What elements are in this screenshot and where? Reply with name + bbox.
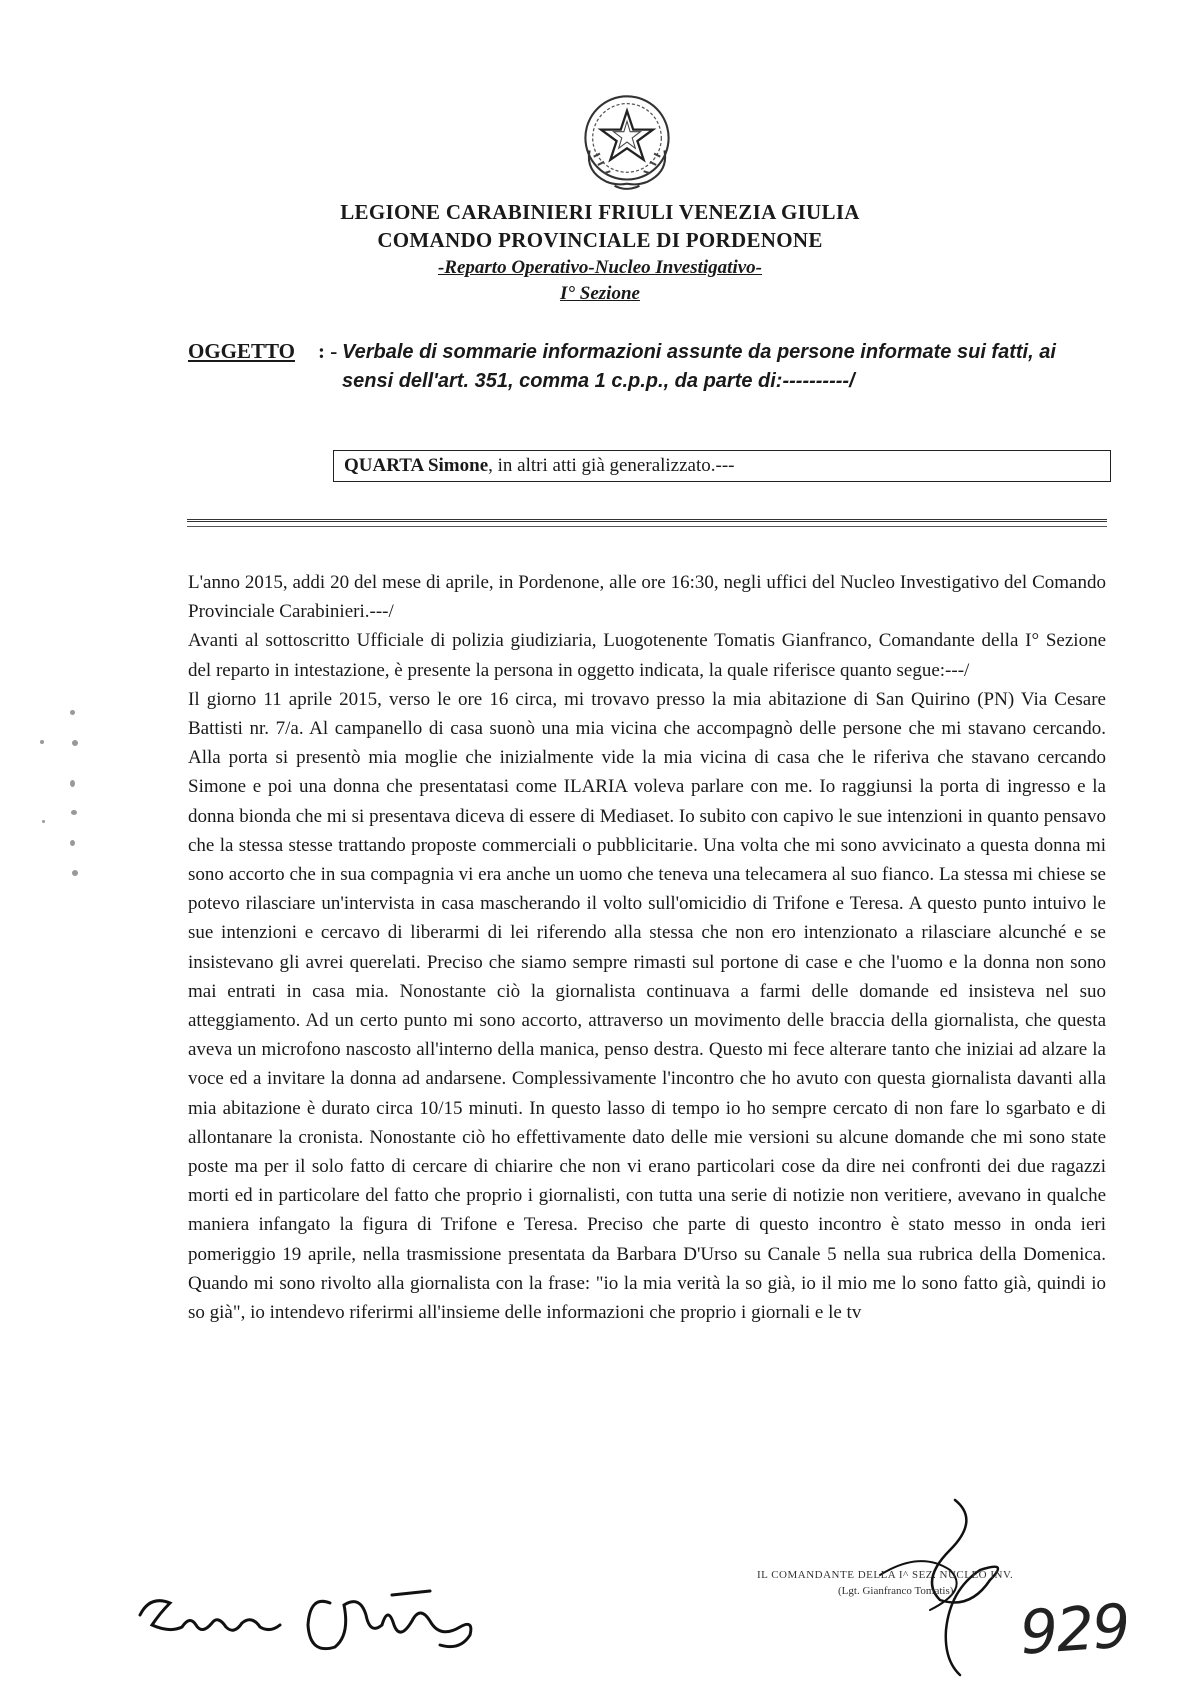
paragraph-opening: L'anno 2015, addi 20 del mese di aprile, in Pordenone, alle ore 16:30, negli uffici del Nucleo Investigativo del Comando Provinciale Carabinieri.---/ — [188, 572, 1106, 623]
subject-rest: , in altri atti già generalizzato.--- — [488, 455, 735, 476]
paragraph-statement: Il giorno 11 aprile 2015, verso le ore 16 circa, mi trovavo presso la mia abitazione di San Quirino (PN) Via Cesare Battisti nr. 7/a. Al campanello di casa suonò una mia vicina che accompagnò delle persone che mi stavano cercando. Alla porta si presentò mia moglie che inizialmente vide la mia vicina di casa che le riferiva che stavano cercando Simone e poi una donna che presentatasi come ILARIA voleva parlare con me. Io raggiunsi la porta di ingresso e la donna bionda che mi si presentava diceva di essere di Mediaset. Io subito con capivo le sue intenzioni in quanto pensavo che la stessa stesse trattando proposte commerciali o pubblicitarie. Una volta che mi sono avvicinato a questa donna mi sono accorto che in sua compagnia vi era anche un uomo che teneva una telecamera al suo fianco. La stessa mi chiese se potevo rilasciare un'intervista in casa mascherando il volto sull'omicidio di Trifone e Teresa. A questo punto intuivo le sue intenzioni e cercavo di liberarmi di lei riferendo alla stessa che non ero intenzionato a rilasciare alcunché e se insistevano gli avrei querelati. Preciso che siamo sempre rimasti sul portone di case e che l'uomo e la donna non sono mai entrati in casa mia. Nonostante ciò la giornalista continuava a farmi delle domande ed insisteva nel suo atteggiamento. Ad un certo punto mi sono accorto, attraverso un movimento delle braccia della giornalista, che questa aveva un microfono nascosto all'interno della manica, penso destra. Questo mi fece alterare tanto che iniziai ad alzare la voce ed a invitare la donna ad andarsene. Complessivamente l'incontro che ho avuto con questa giornalista davanti alla mia abitazione è durato circa 10/15 minuti. In questo lasso di tempo io ho sempre cercato di non fare lo sgarbato e di allontanare la cronista. Nonostante ciò ho effettivamente dato delle mie versioni su alcune domande che mi sono state poste ma per il solo fatto di cercare di chiarire che non vi erano particolari cose da dire nei confronti dei due ragazzi morti ed in particolare del fatto che proprio i giornalisti, con tutta una serie di notizie non veritiere, avevano in qualche maniera infangato la figura di Trifone e Teresa. Preciso che parte di questo incontro è stato messo in onda ieri pomeriggio 19 aprile, nella trasmissione presentata da Barbara D'Urso su Canale 5 nella sua rubrica della Domenica. Quando mi sono rivolto alla giornalista con la frase: "io la mia verità la so già, io il mio me lo sono fatto già, quindi io so già", io intendevo riferirmi all'insieme delle informazioni che proprio i giornali e le tv — [188, 688, 1106, 1324]
subject-box — [333, 450, 1111, 482]
stamp-officer-name: (Lgt. Gianfranco Tomatis) — [838, 1585, 954, 1597]
scan-marks — [30, 700, 90, 960]
stamp-commander: IL COMANDANTE DELLA I^ SEZ. NUCLEO INV. — [757, 1569, 1014, 1581]
republic-emblem-icon — [575, 88, 679, 192]
header-reparto: -Reparto Operativo-Nucleo Investigativo- — [437, 257, 762, 278]
oggetto-text: Verbale di sommarie informazioni assunte da persone informate sui fatti, ai sensi dell'art. 351, comma 1 c.p.p., da parte di:----------/ — [342, 341, 1056, 392]
subject-name: QUARTA Simone — [344, 455, 489, 476]
body-text — [188, 568, 1106, 1327]
header-comando: COMANDO PROVINCIALE DI PORDENONE — [377, 228, 823, 252]
header-sezione: I° Sezione — [560, 283, 640, 304]
oggetto-dash: : - — [318, 339, 338, 363]
header-legione: LEGIONE CARABINIERI FRIULI VENEZIA GIULIA — [340, 200, 860, 224]
page-number: 929 — [1017, 1591, 1131, 1669]
witness-signature — [130, 1555, 510, 1675]
paragraph-officer: Avanti al sottoscritto Ufficiale di polizia giudiziaria, Luogotenente Tomatis Gianfranco, Comandante della I° Sezione del reparto in intestazione, è presente la persona in oggetto indicata, la quale riferisce quanto segue:---/ — [188, 630, 1106, 681]
oggetto-label: OGGETTO — [188, 339, 295, 363]
separator-line — [187, 519, 1107, 522]
separator-line-lower — [187, 526, 1107, 527]
